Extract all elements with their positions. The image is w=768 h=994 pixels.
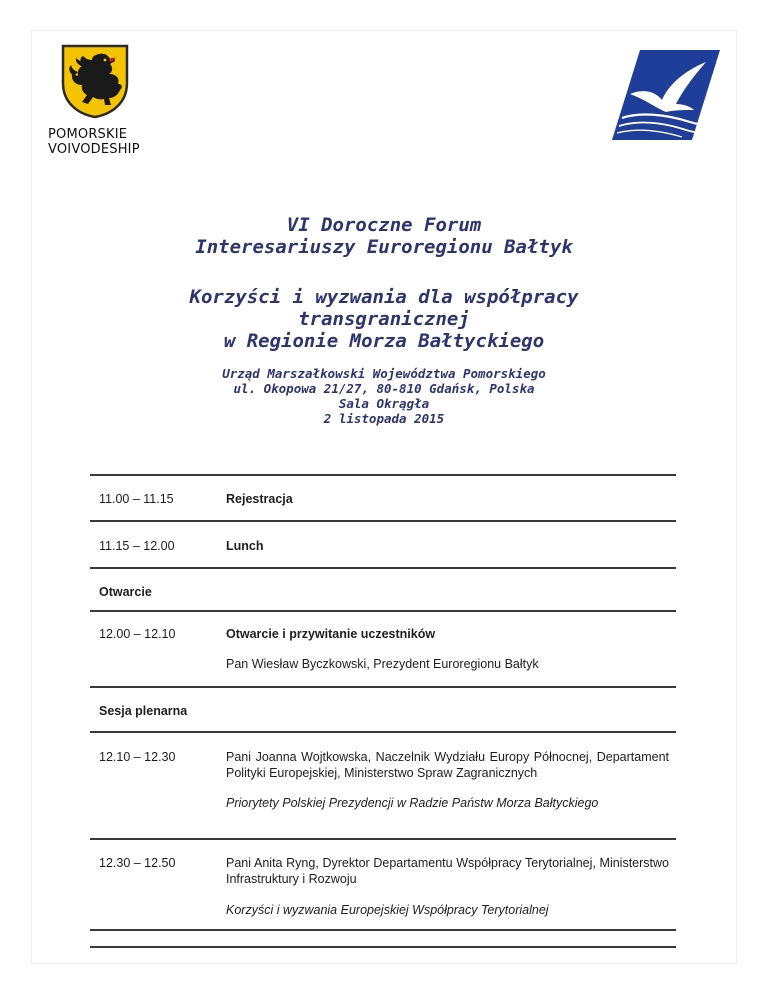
row-speaker: Pan Wiesław Byczkowski, Prezydent Euroregionu Bałtyk [226, 657, 539, 671]
row-title: Otwarcie i przywitanie uczestników [226, 627, 436, 641]
row-topic: Korzyści i wyzwania Europejskiej Współpracy Terytorialnej [226, 903, 549, 917]
griffin-crest-icon [60, 43, 130, 119]
table-rule [90, 610, 676, 612]
section-heading: Otwarcie [99, 585, 152, 599]
subtitle-line-2: transgranicznej [298, 308, 470, 330]
venue-address: ul. Okopowa 21/27, 80-810 Gdańsk, Polska [233, 381, 535, 396]
row-time: 12.10 – 12.30 [99, 750, 176, 764]
venue-block [0, 366, 768, 426]
subtitle-line-3: w Regionie Morza Bałtyckiego [223, 330, 545, 352]
euroregion-logo [610, 48, 722, 147]
table-rule [90, 929, 676, 931]
row-time: 11.00 – 11.15 [99, 492, 174, 506]
row-title: Rejestracja [226, 492, 293, 506]
table-rule [90, 838, 676, 840]
table-rule [90, 520, 676, 522]
seagull-emblem-icon [610, 48, 722, 142]
row-title: Lunch [226, 539, 264, 553]
event-date: 2 listopada 2015 [323, 411, 445, 426]
forum-title-line-2: Interesariuszy Euroregionu Bałtyk [195, 236, 573, 258]
table-rule [90, 474, 676, 476]
row-topic: Priorytety Polskiej Prezydencji w Radzie Państw Morza Bałtyckiego [226, 796, 599, 810]
forum-title [0, 214, 768, 258]
table-rule [90, 567, 676, 569]
row-time: 11.15 – 12.00 [99, 539, 175, 553]
conference-subtitle [0, 286, 768, 352]
venue-institution: Urząd Marszałkowski Województwa Pomorskiego [222, 366, 546, 381]
logo-line-1: POMORSKIE [48, 127, 128, 142]
logo-line-2: VOIVODESHIP [48, 142, 140, 157]
venue-room: Sala Okrągła [338, 396, 430, 411]
pomorskie-logo-text [48, 127, 148, 157]
forum-title-line-1: VI Doroczne Forum [286, 214, 482, 236]
section-heading: Sesja plenarna [99, 704, 188, 718]
table-rule [90, 686, 676, 688]
pomorskie-logo [48, 43, 148, 157]
table-rule [90, 946, 676, 948]
row-time: 12.30 – 12.50 [99, 856, 176, 870]
row-speaker: Pani Joanna Wojtkowska, Naczelnik Wydziału Europy Północnej, Departament Polityki Europejskiej, Ministerstwo Spraw Zagranicznych [226, 750, 669, 780]
row-speaker: Pani Anita Ryng, Dyrektor Departamentu Współpracy Terytorialnej, Ministerstwo Infrastruktury i Rozwoju [226, 856, 669, 886]
row-time: 12.00 – 12.10 [99, 627, 176, 641]
table-rule [90, 731, 676, 733]
subtitle-line-1: Korzyści i wyzwania dla współpracy [189, 286, 579, 308]
